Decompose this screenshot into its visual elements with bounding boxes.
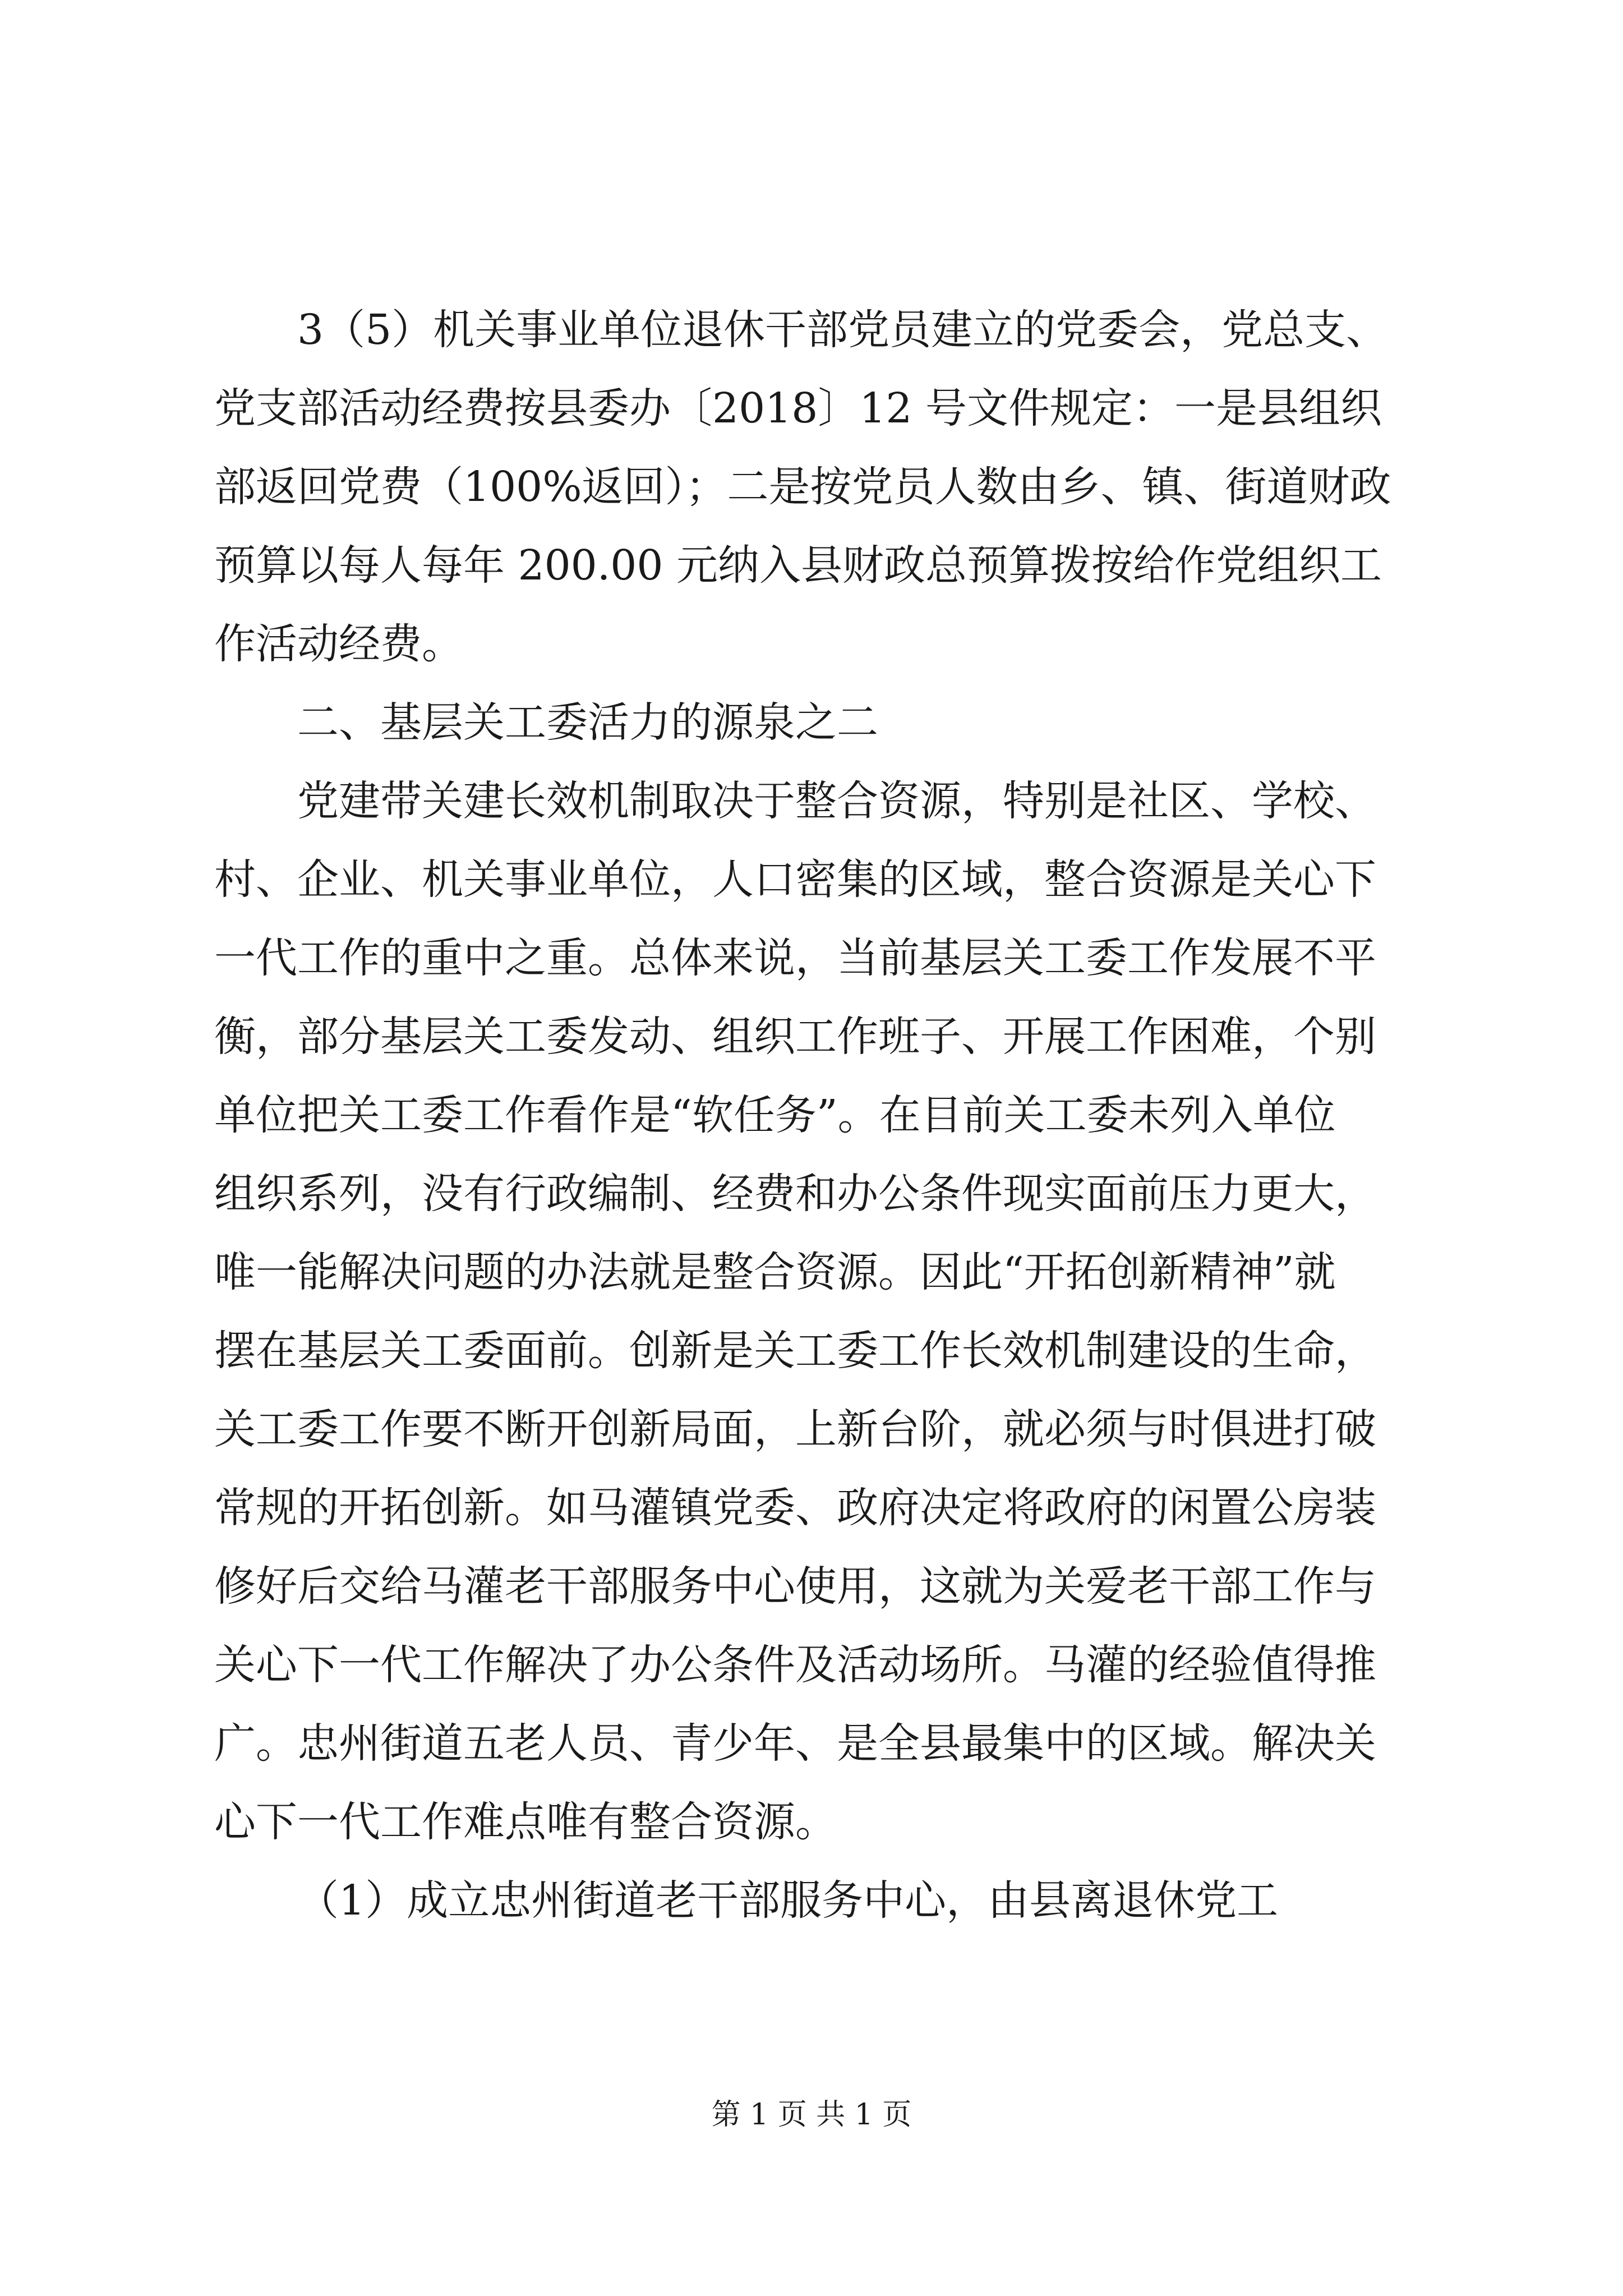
paragraph-line-15: 关工委工作要不断开创新局面，上新台阶，就必须与时俱进打破 <box>214 1405 1376 1453</box>
paragraph-line-12: 组织系列，没有行政编制、经费和办公条件现实面前压力更大， <box>214 1170 1376 1218</box>
paragraph-line-10: 衡，部分基层关工委发动、组织工作班子、开展工作困难，个别 <box>214 1013 1376 1061</box>
paragraph-line-5: 作活动经费。 <box>214 620 463 668</box>
paragraph-line-17: 修好后交给马灌老干部服务中心使用，这就为关爱老干部工作与 <box>214 1562 1376 1611</box>
paragraph-line-11: 单位把关工委工作看作是“软任务”。在目前关工委未列入单位 <box>214 1091 1336 1139</box>
paragraph-line-19: 广。忠州街道五老人员、青少年、是全县最集中的区域。解决关 <box>214 1719 1376 1768</box>
paragraph-line-20: 心下一代工作难点唯有整合资源。 <box>214 1798 837 1846</box>
paragraph-line-13: 唯一能解决问题的办法就是整合资源。因此“开拓创新精神”就 <box>214 1248 1336 1296</box>
paragraph-line-9: 一代工作的重中之重。总体来说，当前基层关工委工作发展不平 <box>214 934 1376 982</box>
paragraph-line-1: 3（5）机关事业单位退休干部党员建立的党委会，党总支、 <box>297 306 1388 354</box>
paragraph-line-2: 党支部活动经费按县委办〔2018〕12 号文件规定：一是县组织 <box>214 384 1382 432</box>
paragraph-line-3: 部返回党费（100%返回）；二是按党员人数由乡、镇、街道财政 <box>214 463 1391 511</box>
paragraph-line-8: 村、企业、机关事业单位，人口密集的区域，整合资源是关心下 <box>214 855 1376 904</box>
section-heading: 二、基层关工委活力的源泉之二 <box>297 698 878 747</box>
paragraph-line-21: （1）成立忠州街道老干部服务中心，由县离退休党工 <box>297 1876 1279 1925</box>
paragraph-line-14: 摆在基层关工委面前。创新是关工委工作长效机制建设的生命， <box>214 1327 1376 1375</box>
paragraph-line-4: 预算以每人每年 200.00 元纳入县财政总预算拨按给作党组织工 <box>214 541 1382 590</box>
page-footer: 第 1 页 共 1 页 <box>711 2098 912 2132</box>
paragraph-line-7: 党建带关建长效机制取决于整合资源，特别是社区、学校、 <box>297 777 1376 825</box>
paragraph-line-18: 关心下一代工作解决了办公条件及活动场所。马灌的经验值得推 <box>214 1641 1376 1689</box>
paragraph-line-16: 常规的开拓创新。如马灌镇党委、政府决定将政府的闲置公房装 <box>214 1484 1376 1532</box>
